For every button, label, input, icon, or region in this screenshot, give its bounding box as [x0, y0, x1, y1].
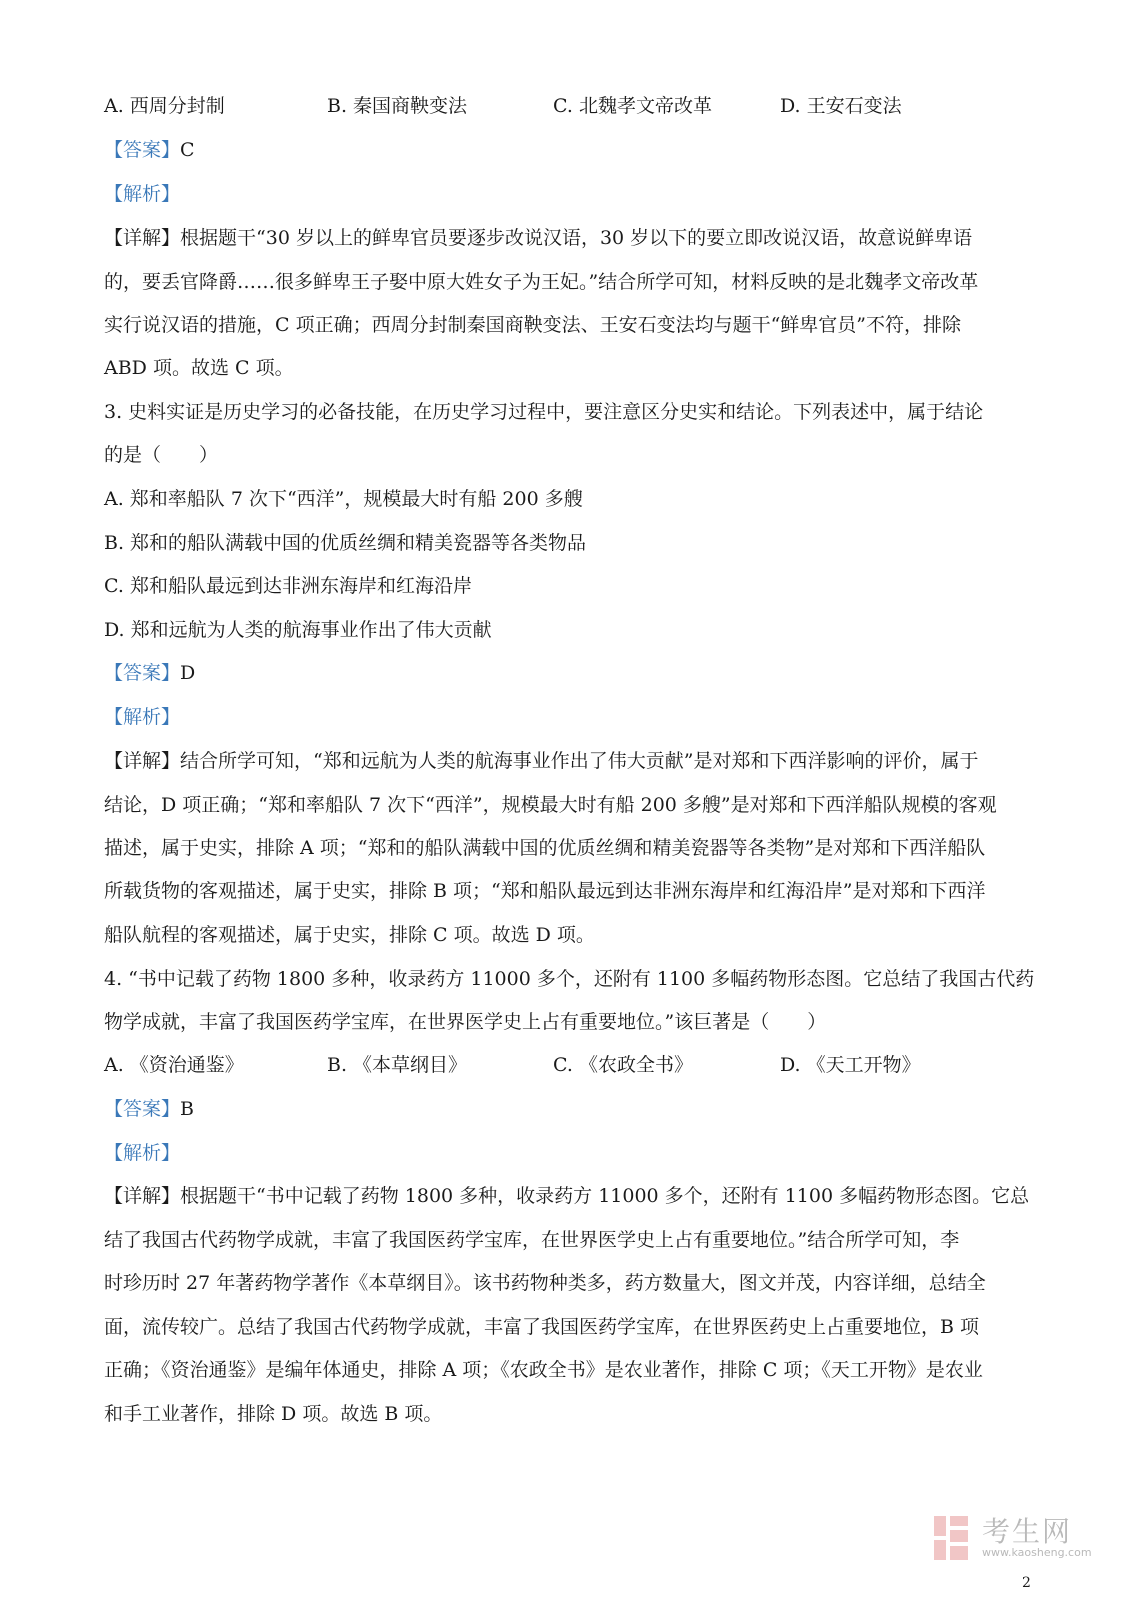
q3-stem-line: 3. 史料实证是历史学习的必备技能，在历史学习过程中，要注意区分史实和结论。下列表述中，属于结论	[104, 401, 984, 423]
watermark-url: www.kaosheng.com	[982, 1546, 1092, 1559]
q2-detail-line: 实行说汉语的措施，C 项正确；西周分封制秦国商鞅变法、王安石变法均与题干“鲜卑官员”不符，排除	[104, 314, 962, 336]
q4-detail-line: 和手工业著作，排除 D 项。故选 B 项。	[104, 1403, 443, 1425]
q3-analysis-heading	[104, 703, 180, 731]
q4-stem-line: 4. “书中记载了药物 1800 多种，收录药方 11000 多个，还附有 1100 多幅药物形态图。它总结了我国古代药	[104, 968, 1035, 990]
answer-value: D	[180, 662, 196, 684]
answer-value: C	[180, 139, 195, 161]
q4-stem-line: 物学成就，丰富了我国医药学宝库，在世界医学史上占有重要地位。”该巨著是（ ）	[104, 1011, 827, 1033]
q2-option-b: B. 秦国商鞅变法	[327, 95, 468, 117]
detail-text: 结合所学可知，“郑和远航为人类的航海事业作出了伟大贡献”是对郑和下西洋影响的评价，属于	[180, 750, 979, 772]
watermark-text: 考生网	[982, 1515, 1073, 1548]
answer-tag: 【答案】	[104, 1098, 181, 1120]
q3-detail-line: 描述，属于史实，排除 A 项；“郑和的船队满载中国的优质丝绸和精美瓷器等各类物”是对郑和下西洋船队	[104, 837, 986, 859]
q4-analysis-heading	[104, 1139, 180, 1167]
q3-detail-line: 船队航程的客观描述，属于史实，排除 C 项。故选 D 项。	[104, 924, 595, 946]
q2-analysis-heading	[104, 180, 180, 208]
page-number: 2	[1022, 1575, 1031, 1591]
q4-option-b: B. 《本草纲目》	[327, 1054, 468, 1076]
q2-detail-line: 的，要丢官降爵……很多鲜卑王子娶中原大姓女子为王妃。”结合所学可知，材料反映的是北魏孝文帝改革	[104, 271, 979, 293]
q2-option-c: C. 北魏孝文帝改革	[553, 95, 712, 117]
q3-stem-line: 的是（ ）	[104, 444, 219, 466]
q4-option-c: C. 《农政全书》	[553, 1054, 693, 1076]
q4-option-d: D. 《天工开物》	[780, 1054, 921, 1076]
watermark-logo	[932, 1510, 1092, 1570]
q2-detail-line: ABD 项。故选 C 项。	[104, 357, 294, 379]
detail-text: 根据题干“书中记载了药物 1800 多种，收录药方 11000 多个，还附有 1100 多幅药物形态图。它总	[180, 1185, 1030, 1207]
q2-detail-line	[104, 224, 972, 252]
q4-detail-line: 结了我国古代药物学成就，丰富了我国医药学宝库，在世界医学史上占有重要地位。”结合所学可知，李	[104, 1229, 960, 1251]
q3-option-d: D. 郑和远航为人类的航海事业作出了伟大贡献	[104, 619, 492, 641]
detail-text: 根据题干“30 岁以上的鲜卑官员要逐步改说汉语，30 岁以下的要立即改说汉语，故意说鲜卑语	[180, 227, 973, 249]
q4-detail-line: 面，流传较广。总结了我国古代药物学成就，丰富了我国医药学宝库，在世界医药史上占重要地位，B 项	[104, 1316, 980, 1338]
watermark-mark-icon	[932, 1512, 972, 1564]
q2-answer	[104, 136, 195, 164]
q2-option-a: A. 西周分封制	[104, 95, 225, 117]
q4-answer	[104, 1095, 194, 1123]
q3-detail-line	[104, 747, 978, 775]
answer-value: B	[180, 1098, 194, 1120]
q3-detail-line: 所载货物的客观描述，属于史实，排除 B 项；“郑和船队最远到达非洲东海岸和红海沿岸”是对郑和下西洋	[104, 880, 986, 902]
q4-option-a: A. 《资治通鉴》	[104, 1054, 244, 1076]
answer-tag: 【答案】	[104, 662, 181, 684]
analysis-tag: 【解析】	[104, 706, 181, 728]
detail-tag: 【详解】	[104, 1185, 181, 1207]
q2-option-d: D. 王安石变法	[780, 95, 902, 117]
analysis-tag: 【解析】	[104, 1142, 181, 1164]
q3-option-c: C. 郑和船队最远到达非洲东海岸和红海沿岸	[104, 575, 472, 597]
q4-detail-line	[104, 1182, 1029, 1210]
q4-detail-line: 时珍历时 27 年著药物学著作《本草纲目》。该书药物种类多，药方数量大，图文并茂，内容详细，总结全	[104, 1272, 986, 1294]
q3-option-b: B. 郑和的船队满载中国的优质丝绸和精美瓷器等各类物品	[104, 532, 587, 554]
q3-option-a: A. 郑和率船队 7 次下“西洋”，规模最大时有船 200 多艘	[104, 488, 583, 510]
q4-detail-line: 正确；《资治通鉴》是编年体通史，排除 A 项；《农政全书》是农业著作，排除 C 项；《天工开物》是农业	[104, 1359, 983, 1381]
detail-tag: 【详解】	[104, 227, 181, 249]
q3-answer	[104, 659, 195, 687]
analysis-tag: 【解析】	[104, 183, 181, 205]
q3-detail-line: 结论，D 项正确；“郑和率船队 7 次下“西洋”，规模最大时有船 200 多艘”是对郑和下西洋船队规模的客观	[104, 794, 997, 816]
detail-tag: 【详解】	[104, 750, 181, 772]
answer-tag: 【答案】	[104, 139, 181, 161]
